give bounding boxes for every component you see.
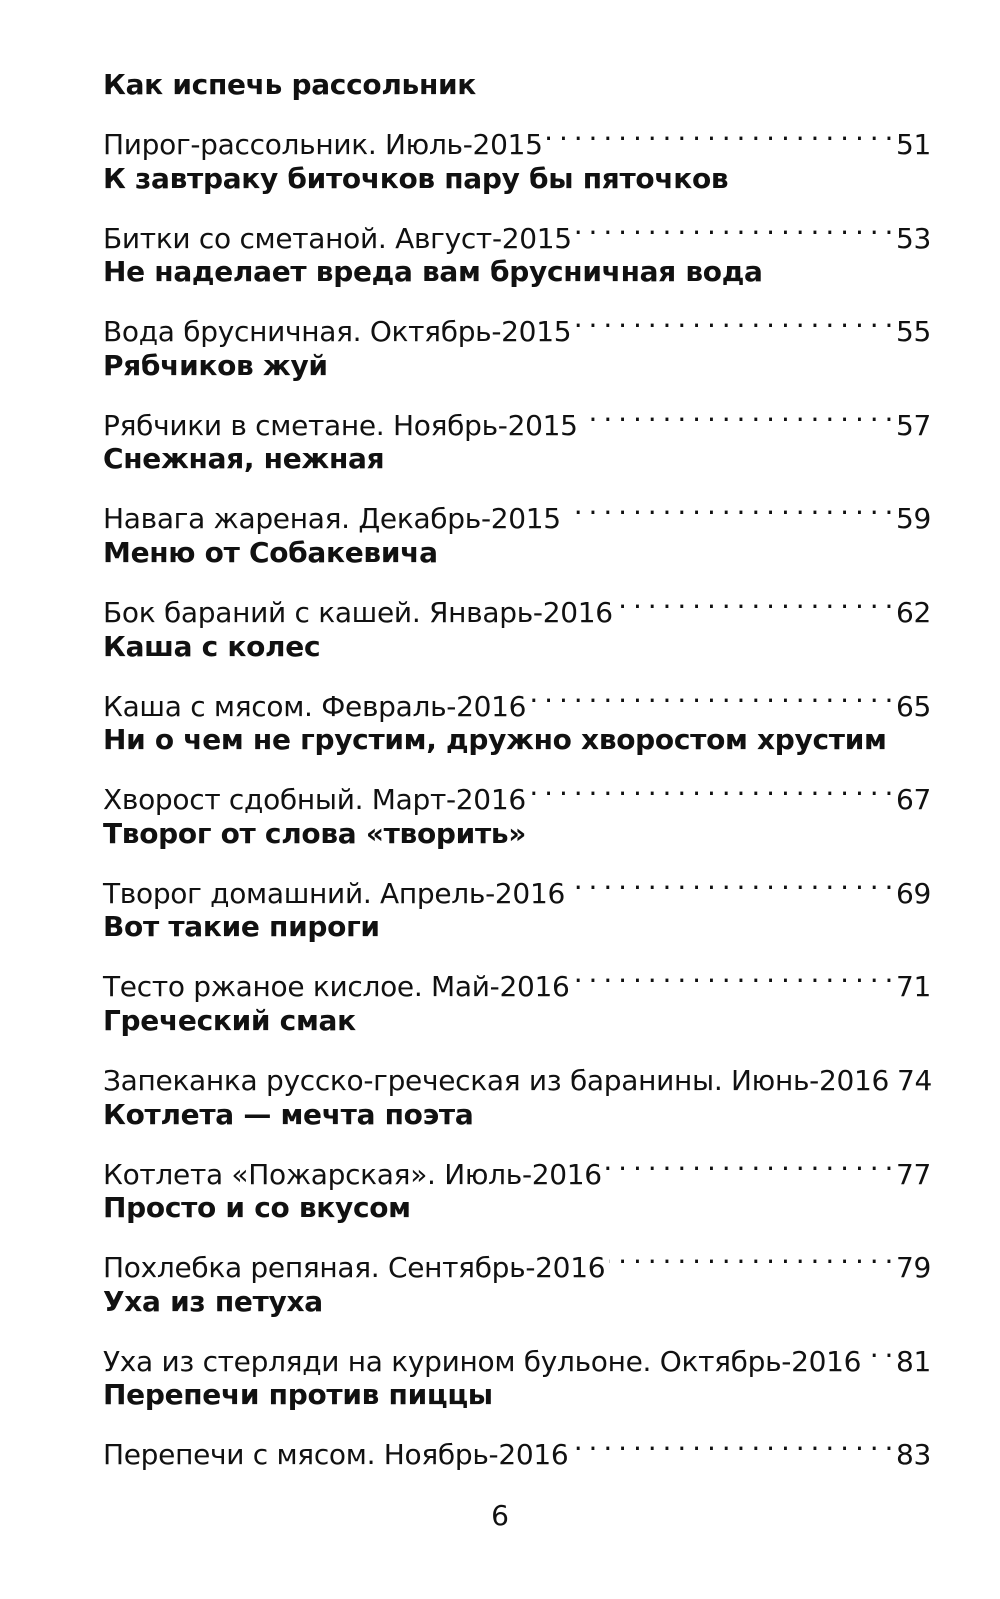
toc-line — [103, 763, 931, 817]
toc-entry — [103, 1279, 931, 1378]
toc-page-number: 74 — [897, 1063, 933, 1097]
toc-page-number: 83 — [895, 1438, 931, 1472]
toc-line — [103, 108, 931, 161]
dot-leader — [576, 202, 892, 248]
toc-page-number: 81 — [895, 1344, 931, 1378]
toc-entry — [103, 1372, 931, 1472]
toc-recipe: Битки со сметаной. Август-2015 — [103, 221, 572, 255]
toc-heading: Рябчиков жуй — [103, 348, 328, 382]
toc-recipe: Котлета «Пожарская». Июль-2016 — [103, 1157, 602, 1191]
toc-heading: Не наделает вреда вам брусничная вода — [103, 255, 763, 289]
toc-heading: Как испечь рассольник — [103, 68, 477, 101]
toc-recipe: Рябчики в сметане. Ноябрь-2015 — [103, 408, 578, 442]
table-of-contents — [103, 62, 933, 1472]
toc-recipe: Творог домашний. Апрель-2016 — [103, 876, 565, 910]
dot-leader — [865, 1325, 892, 1371]
toc-page-number: 55 — [895, 315, 931, 349]
toc-entry — [103, 156, 931, 255]
toc-page-number: 62 — [895, 595, 931, 629]
toc-recipe: Навага жареная. Декабрь-2015 — [103, 502, 561, 536]
toc-recipe: Уха из стерляди на курином бульоне. Октябрь-2016 — [103, 1344, 862, 1378]
dot-leader — [575, 295, 892, 341]
toc-recipe: Хворост сдобный. Март-2016 — [103, 783, 526, 817]
toc-heading: Греческий смак — [103, 1003, 356, 1037]
toc-recipe: Похлебка репяная. Сентябрь-2016 — [103, 1251, 606, 1285]
toc-line — [103, 670, 931, 723]
toc-entry — [103, 62, 931, 161]
toc-line — [103, 950, 931, 1004]
toc-heading: Вот такие пироги — [103, 910, 380, 944]
toc-heading: Снежная, нежная — [103, 442, 385, 476]
toc-line — [103, 1231, 931, 1285]
toc-entry — [103, 343, 931, 442]
toc-recipe: Вода брусничная. Октябрь-2015 — [103, 315, 572, 349]
toc-page-number: 65 — [895, 689, 931, 723]
dot-leader — [530, 763, 892, 809]
toc-heading: Котлета — мечта поэта — [103, 1097, 474, 1131]
toc-entry — [103, 904, 931, 1004]
toc-recipe: Бок бараний с кашей. Январь-2016 — [103, 595, 613, 629]
toc-recipe: Каша с мясом. Февраль-2016 — [103, 689, 527, 723]
toc-heading: Меню от Собакевича — [103, 535, 438, 569]
toc-recipe: Запеканка русско-греческая из баранины. Июнь-2016 — [103, 1063, 890, 1097]
toc-page-number: 77 — [895, 1157, 931, 1191]
toc-page-number: 69 — [895, 876, 931, 910]
toc-page-number: 67 — [895, 783, 931, 817]
toc-line — [103, 857, 931, 910]
toc-line — [103, 576, 931, 629]
toc-heading: Ни о чем не грустим, дружно хворостом хрустим — [103, 723, 887, 757]
toc-line — [103, 295, 931, 349]
toc-entry — [103, 998, 933, 1097]
page-footer-number: 6 — [491, 1499, 509, 1532]
toc-entry — [103, 1092, 931, 1191]
toc-page-number: 59 — [895, 502, 931, 536]
toc-page-number: 71 — [895, 970, 931, 1004]
toc-page-number: 53 — [895, 221, 931, 255]
toc-entry — [103, 249, 931, 349]
toc-entry — [103, 717, 931, 817]
toc-page-number: 51 — [895, 128, 931, 161]
toc-entry — [103, 624, 931, 723]
dot-leader — [565, 482, 892, 528]
dot-leader — [572, 1418, 892, 1464]
dot-leader — [530, 670, 892, 716]
toc-heading: Перепечи против пиццы — [103, 1378, 493, 1412]
toc-page-number: 79 — [895, 1251, 931, 1285]
dot-leader — [609, 1231, 892, 1277]
toc-line — [103, 1325, 931, 1378]
toc-entry — [103, 530, 931, 629]
toc-entry — [103, 436, 931, 536]
dot-leader — [547, 108, 892, 154]
toc-line — [103, 1138, 931, 1191]
dot-leader — [617, 576, 892, 622]
toc-line — [103, 1044, 933, 1097]
toc-heading: Творог от слова «творить» — [103, 816, 527, 850]
dot-leader — [606, 1138, 892, 1184]
toc-heading: Каша с колес — [103, 629, 321, 663]
toc-line — [103, 389, 931, 442]
dot-leader — [574, 950, 892, 996]
toc-recipe: Перепечи с мясом. Ноябрь-2016 — [103, 1438, 569, 1472]
toc-heading: К завтраку биточков пару бы пяточков — [103, 161, 729, 195]
toc-page-number: 57 — [895, 408, 931, 442]
toc-recipe: Тесто ржаное кислое. Май-2016 — [103, 970, 570, 1004]
toc-line — [103, 482, 931, 536]
dot-leader — [582, 389, 892, 435]
toc-line — [103, 1418, 931, 1472]
toc-entry — [103, 811, 931, 910]
toc-entry — [103, 1185, 931, 1285]
toc-line — [103, 202, 931, 255]
dot-leader — [569, 857, 892, 903]
toc-heading: Просто и со вкусом — [103, 1191, 411, 1225]
toc-heading: Уха из петуха — [103, 1284, 323, 1318]
toc-recipe: Пирог-рассольник. Июль-2015 — [103, 128, 543, 161]
